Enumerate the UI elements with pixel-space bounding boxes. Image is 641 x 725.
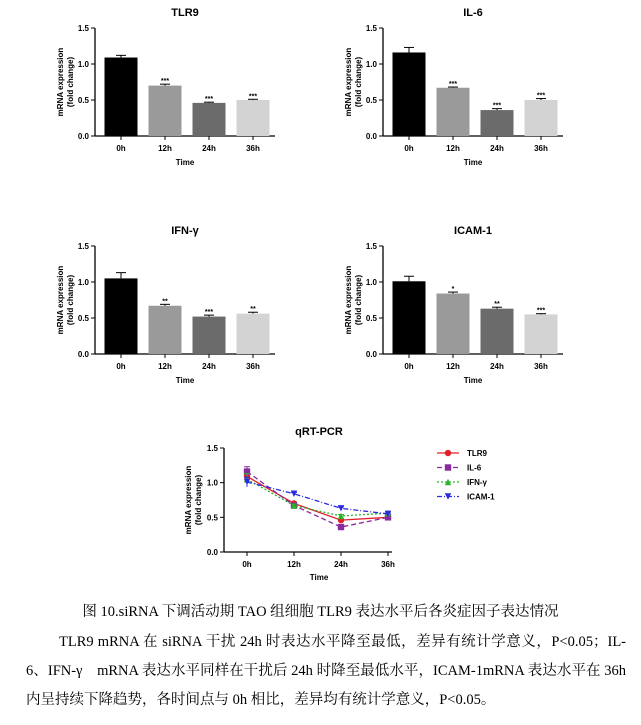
bar xyxy=(193,103,226,136)
chart-title: TLR9 xyxy=(171,7,199,19)
legend-label: TLR9 xyxy=(467,449,487,458)
chart-title: IL-6 xyxy=(463,7,483,19)
y-tick-label: 1.0 xyxy=(365,278,377,287)
y-tick-label: 0.0 xyxy=(206,548,218,557)
significance-label: * xyxy=(451,286,455,294)
data-point xyxy=(338,505,344,511)
il6-bar-chart xyxy=(328,0,578,195)
y-tick-label: 0.5 xyxy=(206,513,218,523)
x-tick-label: 36h xyxy=(534,144,548,153)
x-tick-label: 0h xyxy=(116,144,126,153)
bar xyxy=(393,281,426,354)
bar xyxy=(481,110,514,136)
y-tick-label: 0.5 xyxy=(77,314,89,323)
x-tick-label: 24h xyxy=(490,362,504,371)
x-tick-label: 36h xyxy=(381,560,395,569)
x-tick-label: 24h xyxy=(202,362,216,371)
significance-label: ** xyxy=(494,301,500,309)
significance-label: *** xyxy=(248,93,258,101)
y-tick-label: 0.0 xyxy=(365,350,377,359)
y-axis-label xyxy=(56,48,75,117)
x-tick-label: 24h xyxy=(490,144,504,153)
bar xyxy=(437,294,470,354)
bar xyxy=(393,52,426,136)
x-tick-label: 36h xyxy=(534,362,548,371)
bar xyxy=(437,88,470,136)
x-tick-label: 24h xyxy=(202,144,216,153)
y-tick-label: 0.5 xyxy=(365,314,377,323)
bar xyxy=(193,317,226,354)
bar xyxy=(481,309,514,354)
series-line xyxy=(247,479,388,516)
y-axis-label xyxy=(344,48,363,117)
y-axis-label-line: (fold change) xyxy=(66,56,75,108)
y-axis-label xyxy=(56,266,75,335)
y-axis-label xyxy=(344,266,363,335)
x-tick-label: 36h xyxy=(246,362,260,371)
bar xyxy=(105,278,138,354)
bar xyxy=(525,314,558,354)
significance-label: *** xyxy=(448,81,458,89)
x-tick-label: 0h xyxy=(404,144,414,153)
y-axis-label xyxy=(184,466,203,535)
y-tick-label: 0.0 xyxy=(365,132,377,141)
bar xyxy=(525,100,558,136)
x-tick-label: 12h xyxy=(158,362,172,371)
x-axis-label: Time xyxy=(175,158,195,167)
y-tick-label: 1.0 xyxy=(77,278,89,287)
qrt-pcr-line-chart xyxy=(172,418,512,588)
significance-label: *** xyxy=(204,96,214,104)
data-point xyxy=(338,524,344,530)
y-tick-label: 0.0 xyxy=(77,132,89,141)
y-axis-label-line: mRNA expression xyxy=(56,265,65,335)
x-tick-label: 12h xyxy=(287,560,301,569)
x-tick-label: 36h xyxy=(246,144,260,153)
icam1-bar-chart xyxy=(328,218,578,413)
significance-label: ** xyxy=(250,306,256,314)
bar xyxy=(149,86,182,136)
legend-marker xyxy=(445,450,451,456)
y-tick-label: 1.5 xyxy=(77,242,89,251)
x-tick-label: 0h xyxy=(116,362,126,371)
y-tick-label: 1.5 xyxy=(365,24,377,33)
x-tick-label: 0h xyxy=(404,362,414,371)
chart-title: qRT-PCR xyxy=(295,426,343,438)
y-tick-label: 1.0 xyxy=(206,478,218,488)
significance-label: *** xyxy=(492,102,502,110)
x-axis-label: Time xyxy=(463,376,483,385)
x-tick-label: 12h xyxy=(446,144,460,153)
significance-label: *** xyxy=(536,92,546,100)
x-tick-label: 12h xyxy=(158,144,172,153)
series-line xyxy=(247,476,388,520)
bar xyxy=(237,100,270,136)
x-axis-label: Time xyxy=(309,573,329,582)
y-tick-label: 1.5 xyxy=(365,242,377,251)
chart-title: IFN-γ xyxy=(171,225,199,237)
y-tick-label: 1.5 xyxy=(77,24,89,33)
y-axis-label-line: (fold change) xyxy=(66,274,75,326)
x-axis-label: Time xyxy=(463,158,483,167)
significance-label: *** xyxy=(160,78,170,86)
y-tick-label: 1.5 xyxy=(206,444,218,453)
data-point xyxy=(291,491,297,497)
y-axis-label-line: mRNA expression xyxy=(344,265,353,335)
series-line xyxy=(247,482,388,514)
significance-label: *** xyxy=(536,307,546,315)
significance-label: ** xyxy=(162,298,168,306)
x-tick-label: 12h xyxy=(446,362,460,371)
figure-caption: 图 10.siRNA 下调活动期 TAO 组细胞 TLR9 表达水平后各炎症因子表达情况 xyxy=(82,604,559,620)
bar xyxy=(105,58,138,136)
legend-label: IFN-γ xyxy=(467,478,487,487)
significance-label: *** xyxy=(204,309,214,317)
y-axis-label-line: (fold change) xyxy=(354,274,363,326)
y-tick-label: 1.0 xyxy=(77,60,89,69)
bar xyxy=(237,314,270,354)
y-axis-label-line: mRNA expression xyxy=(56,47,65,117)
y-tick-label: 0.5 xyxy=(365,96,377,105)
y-axis-label-line: (fold change) xyxy=(194,474,203,526)
y-tick-label: 0.0 xyxy=(77,350,89,359)
chart-title: ICAM-1 xyxy=(454,225,492,237)
legend-marker xyxy=(445,464,451,470)
result-paragraph-text: TLR9 mRNA 在 siRNA 干扰 24h 时表达水平降至最低，差异有统计学意义，P<0.05；IL-6、IFN-γ mRNA 表达水平同样在干扰后 24h 时降至最低水平，ICAM-1mRNA 表达水平在 36h 内呈持续下降趋势，各时间点与 0h 相比，差异均有统计学意义，P<0.05。 xyxy=(26,634,626,708)
y-axis-label-line: mRNA expression xyxy=(344,47,353,117)
y-tick-label: 1.0 xyxy=(365,60,377,69)
x-tick-label: 24h xyxy=(334,560,348,569)
y-tick-label: 0.5 xyxy=(77,96,89,105)
y-axis-label-line: (fold change) xyxy=(354,56,363,108)
x-tick-label: 0h xyxy=(242,560,252,569)
ifn-gamma-bar-chart xyxy=(40,218,290,413)
tlr9-bar-chart xyxy=(40,0,290,195)
y-axis-label-line: mRNA expression xyxy=(184,465,193,535)
legend-label: ICAM-1 xyxy=(467,492,495,502)
result-paragraph xyxy=(26,628,626,715)
bar xyxy=(149,306,182,354)
x-axis-label: Time xyxy=(175,376,195,385)
legend-label: IL-6 xyxy=(467,463,482,473)
